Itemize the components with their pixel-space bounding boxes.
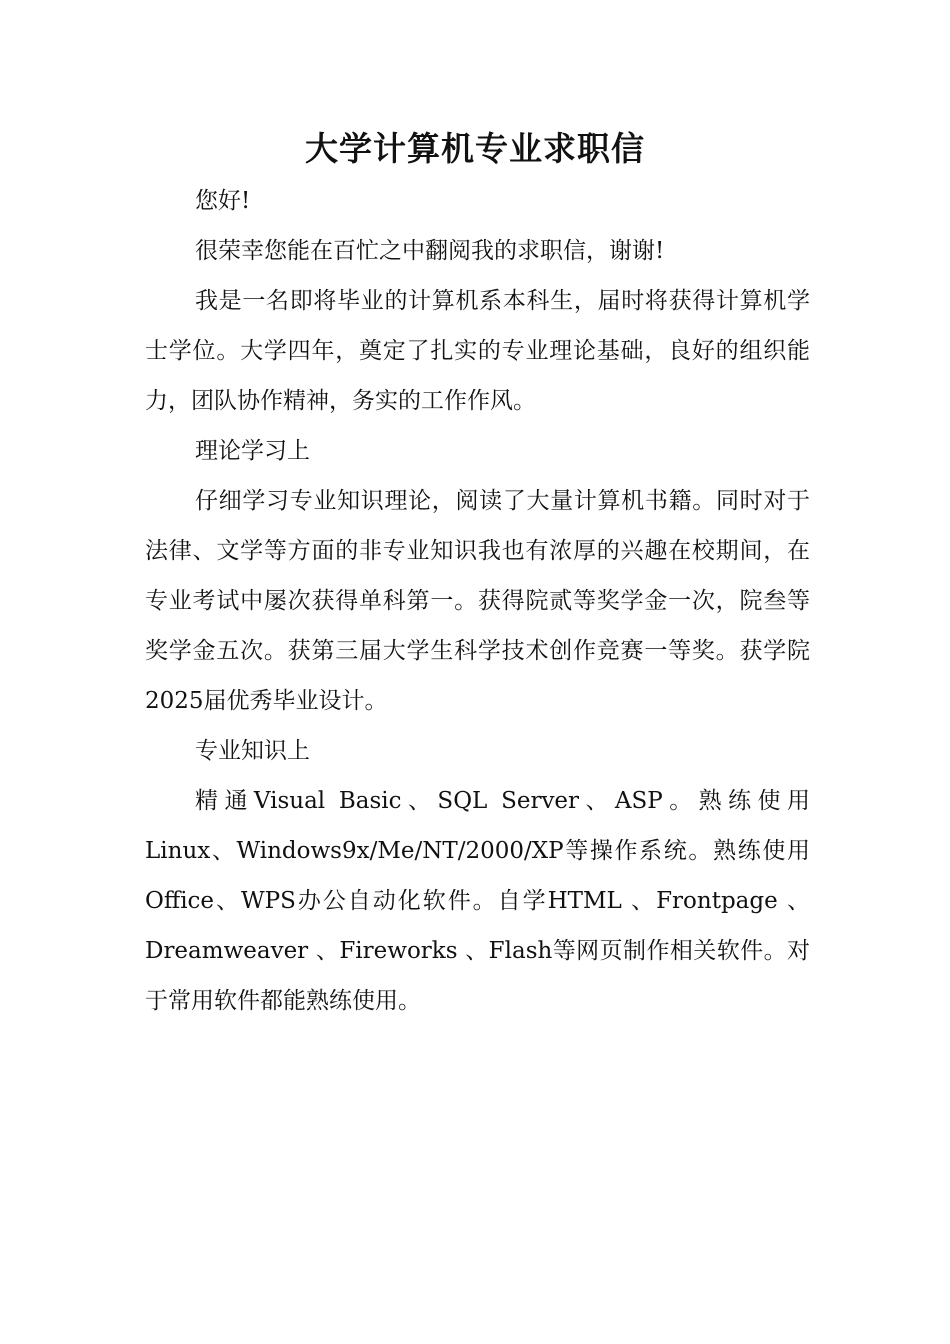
intro-paragraph: 我是一名即将毕业的计算机系本科生，届时将获得计算机学士学位。大学四年，奠定了扎实的专业理论基础，良好的组织能力，团队协作精神，务实的工作作风。 xyxy=(145,288,810,414)
theory-paragraph: 仔细学习专业知识理论，阅读了大量计算机书籍。同时对于法律、文学等方面的非专业知识我也有浓厚的兴趣在校期间，在专业考试中屡次获得单科第一。获得院贰等奖学金一次，院叁等奖学金五次。获第三届大学生科学技术创作竞赛一等奖。获学院2025届优秀毕业设计。 xyxy=(145,488,810,714)
theory-heading: 理论学习上 xyxy=(195,438,310,464)
document-body xyxy=(145,176,810,1026)
greeting-paragraph: 您好! xyxy=(195,188,251,214)
skills-heading: 专业知识上 xyxy=(195,738,310,764)
document-title: 大学计算机专业求职信 xyxy=(305,129,645,168)
thanks-paragraph: 很荣幸您能在百忙之中翻阅我的求职信，谢谢! xyxy=(195,238,665,264)
skills-paragraph: 精通Visual Basic、SQL Server、ASP。熟练使用Linux、Windows9x/Me/NT/2000/XP等操作系统。熟练使用Office、WPS办公自动化软件。自学HTML 、Frontpage 、Dreamweaver 、Fireworks 、Flash等网页制作相关软件。对于常用软件都能熟练使用。 xyxy=(145,788,810,1014)
